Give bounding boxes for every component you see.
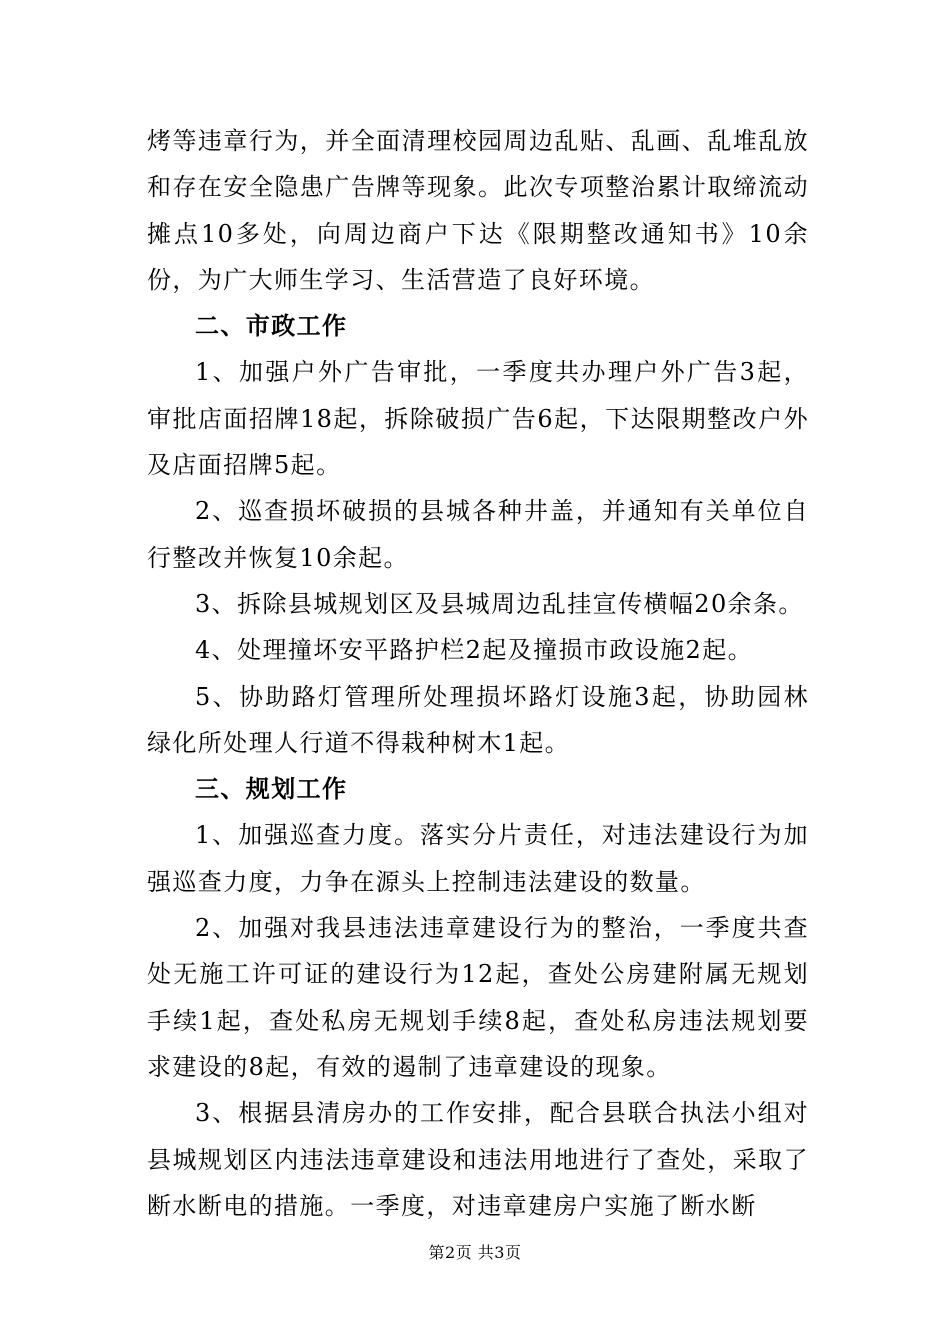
paragraph-planning-2: 2、加强对我县违法违章建设行为的整治，一季度共查处无施工许可证的建设行为12起，查处公房建附属无规划手续1起，查处私房无规划手续8起，查处私房违法规划要求建设的8起，有效的遏制了违章建设的现象。 (147, 914, 809, 1081)
paragraph-planning-3: 3、根据县清房办的工作安排，配合县联合执法小组对县城规划区内违法违章建设和违法用地进行了查处，采取了断水断电的措施。一季度，对违章建房户实施了断水断 (147, 1099, 809, 1220)
paragraph-municipal-5: 5、协助路灯管理所处理损坏路灯设施3起，协助园林绿化所处理人行道不得栽种树木1起。 (147, 682, 809, 757)
paragraph-municipal-3: 3、拆除县城规划区及县城周边乱挂宣传横幅20余条。 (195, 589, 804, 618)
paragraph-municipal-4: 4、处理撞坏安平路护栏2起及撞损市政设施2起。 (195, 636, 754, 665)
paragraph-continuation: 烤等违章行为，并全面清理校园周边乱贴、乱画、乱堆乱放和存在安全隐患广告牌等现象。此次专项整治累计取缔流动摊点10多处，向周边商户下达《限期整改通知书》10余份，为广大师生学习、生活营造了良好环境。 (147, 127, 809, 294)
section-heading-municipal: 二、市政工作 (195, 312, 348, 341)
paragraph-planning-1: 1、加强巡查力度。落实分片责任，对违法建设行为加强巡查力度，力争在源头上控制违法建设的数量。 (147, 821, 809, 896)
paragraph-municipal-1: 1、加强户外广告审批，一季度共办理户外广告3起，审批店面招牌18起，拆除破损广告6起，下达限期整改户外及店面招牌5起。 (147, 358, 809, 480)
page-footer: 第2页 共3页 (428, 1243, 522, 1262)
document-body (147, 118, 809, 1229)
section-heading-planning: 三、规划工作 (195, 775, 348, 804)
paragraph-municipal-2: 2、巡查损坏破损的县城各种井盖，并通知有关单位自行整改并恢复10余起。 (147, 497, 809, 572)
